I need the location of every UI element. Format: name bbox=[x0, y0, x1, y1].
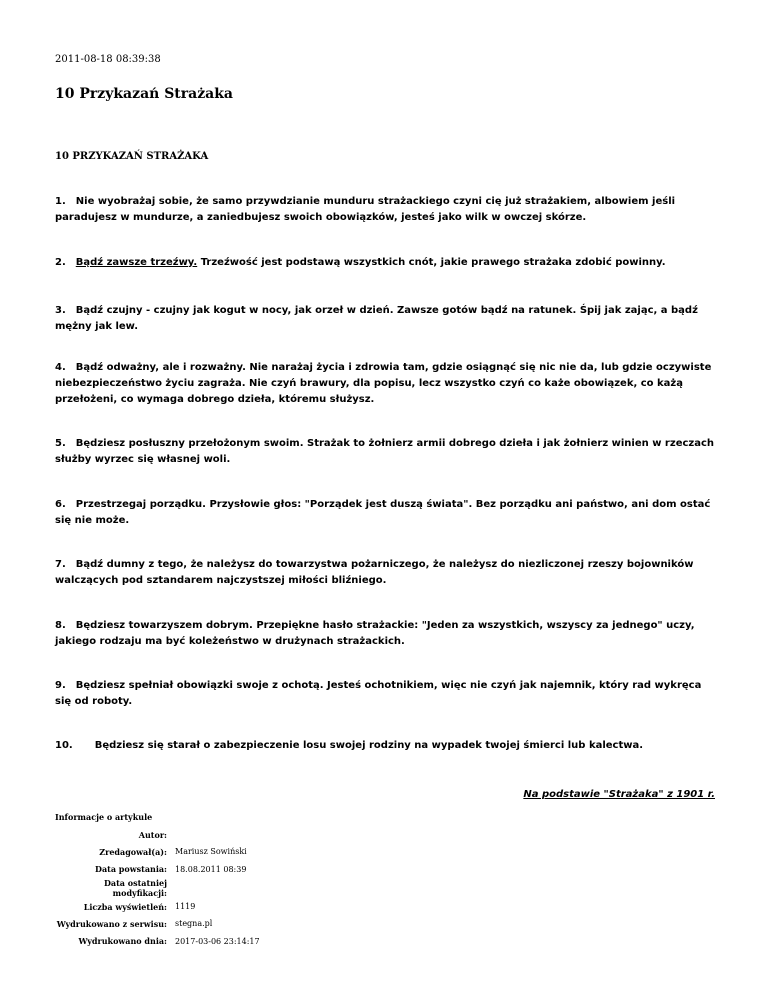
info-row-printed-on bbox=[55, 932, 260, 949]
commandment-9 bbox=[55, 678, 715, 710]
commandment-number: 2. bbox=[55, 257, 66, 268]
info-label: Data ostatniej modyfikacji: bbox=[103, 877, 167, 898]
info-label: Wydrukowano dnia: bbox=[78, 936, 167, 947]
commandment-number: 7. bbox=[55, 559, 66, 570]
commandment-text: Nie wyobrażaj sobie, że samo przywdzianie munduru strażackiego czyni cię już strażakiem, albowiem jeśli paradujesz w mundurze, a zaniedbujesz swoich obowiązków, jesteś jako wilk w owczej skórze. bbox=[55, 196, 676, 223]
commandment-text: Bądź odważny, ale i rozważny. Nie narażaj życia i zdrowia tam, gdzie osiągnąć się nic nie da, lub gdzie oczywiste niebezpieczeństwo życiu zagraża. Nie czyń brawury, dla popisu, lecz wszystko czyń co każe obowiązek, co każą przełożeni, co wymaga dobrego dzieła, któremu służysz. bbox=[55, 362, 712, 405]
info-value bbox=[175, 878, 260, 898]
commandment-4 bbox=[55, 360, 715, 408]
info-row-printed-from bbox=[55, 915, 260, 932]
commandment-3 bbox=[55, 303, 715, 335]
info-label: Wydrukowano z serwisu: bbox=[56, 918, 167, 929]
commandment-text: Będziesz posłuszny przełożonym swoim. Strażak to żołnierz armii dobrego dzieła i jak żołnierz winien w rzeczach służby wyrzec się własnej woli. bbox=[55, 438, 715, 465]
info-label: Autor: bbox=[138, 829, 167, 840]
print-timestamp: 2011-08-18 08:39:38 bbox=[55, 54, 161, 65]
article-info-table bbox=[55, 826, 260, 950]
commandment-text: Trzeźwość jest podstawą wszystkich cnót, jakie prawego strażaka zdobić powinny. bbox=[197, 257, 666, 268]
info-label: Liczba wyświetleń: bbox=[83, 901, 167, 912]
info-label: Zredagował(a): bbox=[99, 846, 167, 857]
info-value: 2017-03-06 23:14:17 bbox=[175, 936, 260, 946]
commandment-number: 10. bbox=[55, 740, 73, 751]
info-row-modified bbox=[55, 878, 260, 898]
article-heading: 10 PRZYKAZAŃ STRAŻAKA bbox=[55, 151, 209, 162]
commandment-text: Będziesz towarzyszem dobrym. Przepiękne hasło strażackie: "Jeden za wszystkich, wszyscy za jednego" uczy, jakiego rodzaju ma być koleżeństwo w drużynach strażackich. bbox=[55, 620, 695, 647]
info-row-author bbox=[55, 826, 260, 843]
commandment-10 bbox=[55, 738, 715, 754]
info-value: Mariusz Sowiński bbox=[175, 847, 247, 857]
commandment-number: 9. bbox=[55, 680, 66, 691]
info-value: stegna.pl bbox=[175, 919, 213, 929]
page-title: 10 Przykazań Strażaka bbox=[55, 86, 234, 102]
commandment-number: 1. bbox=[55, 196, 66, 207]
commandment-2 bbox=[55, 255, 715, 271]
commandment-1 bbox=[55, 194, 715, 226]
commandment-6 bbox=[55, 497, 715, 529]
commandment-text: Przestrzegaj porządku. Przysłowie głos: "Porządek jest duszą świata". Bez porządku ani państwo, ani dom ostać się nie może. bbox=[55, 499, 711, 526]
commandment-text: Będziesz spełniał obowiązki swoje z ochotą. Jesteś ochotnikiem, więc nie czyń jak najemnik, który rad wykręca się od roboty. bbox=[55, 680, 702, 707]
info-label: Data powstania: bbox=[95, 864, 167, 875]
info-row-editor bbox=[55, 843, 260, 860]
commandment-number: 5. bbox=[55, 438, 66, 449]
article-info-title: Informacje o artykule bbox=[55, 812, 153, 822]
commandment-7 bbox=[55, 557, 715, 589]
commandment-number: 6. bbox=[55, 499, 66, 510]
commandment-number: 3. bbox=[55, 305, 66, 316]
commandment-text: Będziesz się starał o zabezpieczenie losu swojej rodziny na wypadek twojej śmierci lub kalectwa. bbox=[94, 740, 644, 751]
info-value bbox=[175, 826, 260, 843]
info-value: 18.08.2011 08:39 bbox=[175, 864, 247, 874]
source-note: Na podstawie "Strażaka" z 1901 r. bbox=[523, 789, 715, 800]
commandment-text: Bądź dumny z tego, że należysz do towarzystwa pożarniczego, że należysz do niezliczonej rzeszy bojowników walczących pod sztandarem najczystszej miłości bliźniego. bbox=[55, 559, 694, 586]
commandment-5 bbox=[55, 436, 715, 468]
info-row-views bbox=[55, 898, 260, 915]
commandment-text: Bądź czujny - czujny jak kogut w nocy, jak orzeł w dzień. Zawsze gotów bądź na ratunek. Śpij jak zając, a bądź mężny jak lew. bbox=[55, 305, 698, 332]
commandment-lead: Bądź zawsze trzeźwy. bbox=[75, 257, 198, 268]
commandment-number: 8. bbox=[55, 620, 66, 631]
commandment-8 bbox=[55, 618, 715, 650]
info-row-created bbox=[55, 861, 260, 878]
commandment-number: 4. bbox=[55, 362, 66, 373]
info-value: 1119 bbox=[175, 902, 196, 912]
